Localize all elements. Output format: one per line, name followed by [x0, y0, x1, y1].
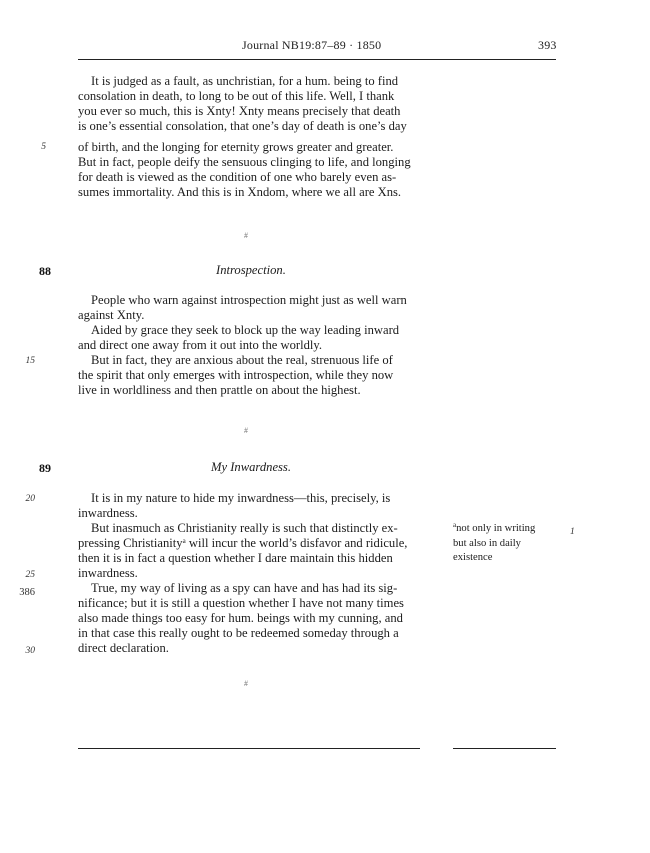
text-line: nificance; but it is still a question whether I have not many times	[78, 596, 404, 610]
notes-bottom-rule	[453, 748, 556, 749]
entry-number: 89	[39, 461, 51, 475]
footnote-line: but also in daily	[453, 538, 521, 549]
text-line: in that case this really ought to be redeemed someday through a	[78, 626, 399, 640]
text-line: direct declaration.	[78, 641, 169, 655]
text-line: sumes immortality. And this is in Xndom, where we all are Xns.	[78, 185, 402, 199]
footnote-line	[453, 522, 535, 536]
text-line: then it is in fact a question whether I dare maintain this hidden	[78, 551, 393, 565]
page-ref-number: 386	[19, 587, 35, 598]
text-line: the spirit that only emerges with introspection, while they now	[78, 368, 394, 382]
text-line: also made things too easy for hum. beings with my cunning, and	[78, 611, 403, 625]
text-line: live in worldliness and then prattle on about the highest.	[78, 383, 361, 397]
footnote-line-reference: 1	[570, 527, 575, 537]
line-number: 30	[25, 646, 35, 656]
text-line: It is judged as a fault, as unchristian, for a hum. being to find	[91, 74, 399, 88]
text-fragment: pressing Christianity	[78, 536, 183, 550]
entry-title: Introspection.	[216, 263, 286, 277]
running-header-title: Journal NB19:87–89 · 1850	[242, 38, 382, 52]
text-line: is one’s essential consolation, that one’s day of death is one’s day	[78, 119, 407, 133]
text-bottom-rule	[78, 748, 420, 749]
entry-separator: #	[244, 426, 248, 435]
entry-number: 88	[39, 264, 51, 278]
line-number: 15	[25, 356, 35, 366]
text-line: People who warn against introspection might just as well warn	[91, 293, 407, 307]
entry-separator: #	[244, 231, 248, 240]
text-line: and direct one away from it out into the worldly.	[78, 338, 322, 352]
text-line: It is in my nature to hide my inwardness—this, precisely, is	[91, 491, 391, 505]
text-line	[78, 536, 407, 551]
text-line: True, my way of living as a spy can have and has had its sig-	[91, 581, 398, 595]
text-line: But inasmuch as Christianity really is such that distinctly ex-	[91, 521, 398, 535]
text-line: you ever so much, this is Xnty! Xnty means precisely that death	[78, 104, 401, 118]
line-number: 20	[25, 494, 35, 504]
text-fragment: will incur the world’s disfavor and ridicule,	[188, 536, 408, 550]
text-line: inwardness.	[78, 566, 138, 580]
text-line: against Xnty.	[78, 308, 145, 322]
footnote-line: existence	[453, 552, 493, 563]
header-rule	[78, 59, 556, 60]
text-line: But in fact, they are anxious about the real, strenuous life of	[91, 353, 393, 367]
footnote-marker: a	[453, 521, 457, 529]
text-line: consolation in death, to long to be out of this life. Well, I thank	[78, 89, 395, 103]
footnote-marker: a	[182, 537, 186, 545]
footnote-text: not only in writing	[456, 523, 536, 534]
line-number: 25	[25, 570, 35, 580]
line-number: 5	[41, 142, 46, 152]
entry-separator: #	[244, 679, 248, 688]
page-number: 393	[538, 38, 557, 52]
entry-title: My Inwardness.	[211, 460, 291, 474]
text-line: inwardness.	[78, 506, 138, 520]
text-line: of birth, and the longing for eternity grows greater and greater.	[78, 140, 394, 154]
text-line: But in fact, people deify the sensuous clinging to life, and longing	[78, 155, 411, 169]
text-line: for death is viewed as the condition of one who barely even as-	[78, 170, 397, 184]
text-line: Aided by grace they seek to block up the way leading inward	[91, 323, 400, 337]
